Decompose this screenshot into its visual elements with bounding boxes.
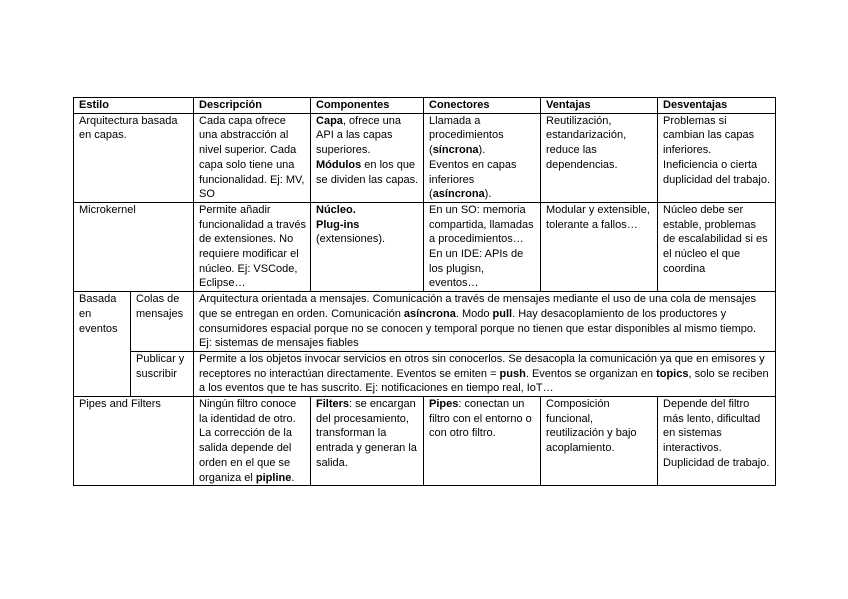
header-ventajas: Ventajas bbox=[541, 98, 658, 114]
row-microkernel bbox=[74, 202, 776, 291]
capas-estilo: Arquitectura basada en capas. bbox=[74, 113, 194, 202]
pubsub-text1: Permite a los objetos invocar servicios en otros sin conocerlos. Se desacopla la comunicación ya que en emisores y receptores no interactúan directamente. Eventos se emiten = bbox=[199, 352, 765, 380]
pubsub-topics: topics bbox=[656, 367, 689, 380]
pubsub-push: push bbox=[499, 367, 526, 380]
capas-descripcion: Cada capa ofrece una abstracción al nivel superior. Cada capa solo tiene una funcionalidad. Ej: MV, SO bbox=[194, 113, 311, 202]
capas-con-text4: ). bbox=[484, 188, 492, 201]
pubsub-text2: . Eventos se organizan en bbox=[525, 367, 657, 380]
pipes-desc-pipline: pipline bbox=[255, 471, 292, 484]
pipes-desc-text1: Ningún filtro conoce la identidad de otro. La corrección de la salida depende del orden en el que se organiza el bbox=[199, 398, 297, 484]
microkernel-estilo: Microkernel bbox=[74, 202, 194, 291]
pipes-con-pipes: Pipes bbox=[429, 398, 459, 411]
pipes-comp-text: : se encargan del procesamiento, transforman la entrada y generan la salida. bbox=[316, 398, 417, 469]
capas-comp-text2: en los que se dividen las capas. bbox=[316, 158, 419, 186]
pipes-componentes bbox=[311, 397, 424, 486]
capas-comp-text1: , ofrece una API a las capas superiores. bbox=[316, 114, 402, 157]
microkernel-desventajas: Núcleo debe ser estable, problemas de escalabilidad si es el núcleo el que coordina bbox=[658, 202, 776, 291]
colas-descripcion bbox=[194, 292, 776, 352]
pipes-desventajas: Depende del filtro más lento, dificultad en sistemas interactivos. Duplicidad de trabajo. bbox=[658, 397, 776, 486]
colas-text2: . Modo bbox=[455, 307, 493, 320]
pubsub-text3: , solo se reciben a los eventos que te has suscrito. Ej: notificaciones en tiempo real, IoT… bbox=[199, 367, 769, 395]
pipes-conectores bbox=[424, 397, 541, 486]
microkernel-comp-plugins: Plug-ins bbox=[316, 218, 360, 231]
header-componentes: Componentes bbox=[311, 98, 424, 114]
header-row bbox=[74, 98, 776, 114]
colas-asincrona: asíncrona bbox=[403, 307, 456, 320]
pipes-desc-text2: . bbox=[291, 471, 295, 484]
colas-label: Colas de mensajes bbox=[131, 292, 194, 352]
capas-con-text3: Eventos en capas inferiores ( bbox=[429, 158, 517, 201]
capas-con-asincrona: asíncrona bbox=[432, 188, 485, 201]
row-pipes bbox=[74, 397, 776, 486]
header-desventajas: Desventajas bbox=[658, 98, 776, 114]
capas-desventajas: Problemas si cambian las capas inferiores. Ineficiencia o cierta duplicidad del trabajo. bbox=[658, 113, 776, 202]
capas-con-text1: Llamada a procedimientos ( bbox=[429, 114, 504, 157]
pipes-comp-filters: Filters bbox=[316, 398, 350, 411]
microkernel-comp-nucleo: Núcleo. bbox=[316, 203, 356, 216]
header-conectores: Conectores bbox=[424, 98, 541, 114]
capas-comp-capa: Capa bbox=[316, 114, 343, 127]
header-descripcion: Descripción bbox=[194, 98, 311, 114]
capas-conectores bbox=[424, 113, 541, 202]
colas-text1: Arquitectura orientada a mensajes. Comunicación a través de mensajes mediante el uso de una cola de mensajes que se entregan en orden. Comunicación bbox=[199, 293, 757, 320]
capas-componentes bbox=[311, 113, 424, 202]
eventos-estilo: Basada en eventos bbox=[74, 292, 131, 397]
header-estilo: Estilo bbox=[74, 98, 194, 114]
row-eventos-pubsub bbox=[74, 351, 776, 396]
row-capas bbox=[74, 113, 776, 202]
pubsub-descripcion bbox=[194, 351, 776, 396]
pipes-ventajas: Composición funcional, reutilización y bajo acoplamiento. bbox=[541, 397, 658, 486]
capas-con-sincrona: síncrona bbox=[432, 144, 479, 157]
capas-con-text2: ). bbox=[478, 144, 486, 157]
microkernel-componentes bbox=[311, 202, 424, 291]
pubsub-label: Publicar y suscribir bbox=[131, 351, 194, 396]
pipes-descripcion bbox=[194, 397, 311, 486]
capas-comp-modulos: Módulos bbox=[316, 158, 362, 171]
colas-pull: pull bbox=[492, 307, 513, 320]
microkernel-ventajas: Modular y extensible, tolerante a fallos… bbox=[541, 202, 658, 291]
microkernel-descripcion: Permite añadir funcionalidad a través de extensiones. No requiere modificar el núcleo. Ej: VSCode, Eclipse… bbox=[194, 202, 311, 291]
capas-ventajas: Reutilización, estandarización, reduce las dependencias. bbox=[541, 113, 658, 202]
architecture-styles-table bbox=[73, 97, 776, 486]
colas-text3: . Hay desacoplamiento de los productores y consumidores espacial porque no se conocen y temporal porque no tienen que estar disponibles al mismo tiempo. Ej: sistemas de mensajes fiables bbox=[199, 307, 757, 350]
pipes-con-text: : conectan un filtro con el entorno o con otro filtro. bbox=[429, 398, 532, 440]
microkernel-comp-text: (extensiones). bbox=[316, 233, 386, 246]
microkernel-conectores: En un SO: memoria compartida, llamadas a procedimientos… En un IDE: APIs de los plugisn, eventos… bbox=[424, 202, 541, 291]
row-eventos-colas bbox=[74, 292, 776, 352]
pipes-estilo: Pipes and Filters bbox=[74, 397, 194, 486]
